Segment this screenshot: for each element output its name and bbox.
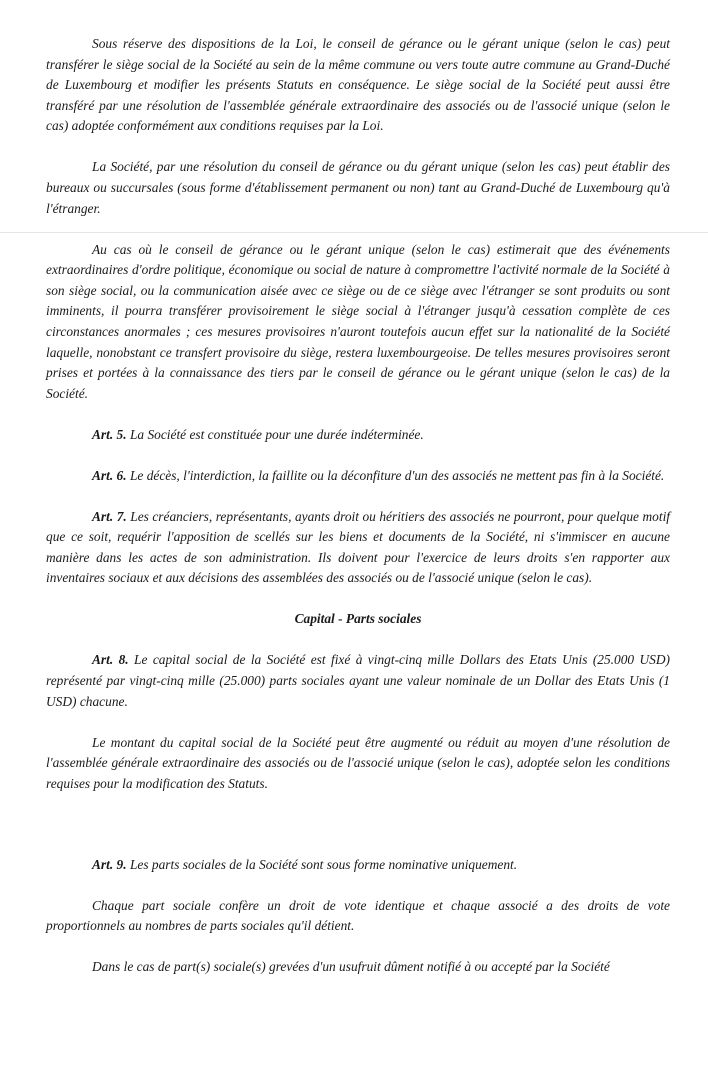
paragraph-extraordinary-events: Au cas où le conseil de gérance ou le gérant unique (selon le cas) estimerait que des événements extraordinaires d'ordre politique, économique ou social de nature à compromettre l'activité normale de la Société à son siège social, ou la communication aisée avec ce siège ou de ce siège avec l'étranger se sont produits ou sont imminents, il pourra transférer provisoirement le siège social à l'étranger jusqu'à cessation complète de ces circonstances anormales ; ces mesures provisoires n'auront toutefois aucun effet sur la nationalité de la Société laquelle, nonobstant ce transfert provisoire du siège, restera luxembourgeoise. De telles mesures provisoires seront prises et portées à la connaissance des tiers par le conseil de gérance ou le gérant unique (selon le cas) de la Société. [46,241,670,401]
article-6 [46,466,670,487]
article-6-label: Art. 6. [92,467,127,483]
paragraph-registered-office-transfer: Sous réserve des dispositions de la Loi, le conseil de gérance ou le gérant unique (selon le cas) peut transférer le siège social de la Société au sein de la même commune ou vers toute autre commune au Grand-Duché de Luxembourg et modifier les présents Statuts en conséquence. Le siège social de la Société peut aussi être transféré par une résolution de l'assemblée générale extraordinaire des associés ou de l'associé unique (selon le cas) adoptée conformément aux conditions requises par la Loi. [46,36,670,134]
article-9-paragraph-3: Dans le cas de part(s) sociale(s) grevées d'un usufruit dûment notifié à ou accepté par la Société [92,959,610,975]
article-9-text: Les parts sociales de la Société sont sous forme nominative uniquement. [126,856,518,872]
article-7-label: Art. 7. [92,508,127,524]
paragraph-branches: La Société, par une résolution du conseil de gérance ou du gérant unique (selon les cas) peut établir des bureaux ou succursales (sous forme d'établissement permanent ou non) tant au Grand-Duché de Luxembourg qu'à l'étranger. [46,159,670,216]
article-7 [46,507,670,589]
article-5-text: La Société est constituée pour une durée indéterminée. [126,426,424,442]
article-7-text: Les créanciers, représentants, ayants droit ou héritiers des associés ne pourront, pour quelque motif que ce soit, requérir l'apposition de scellés sur les biens et documents de la Société, ni s'immiscer en aucune manière dans les actes de son administration. Ils doivent pour l'exercice de leurs droits s'en rapporter aux inventaires sociaux et aux décisions des assemblées des associés ou de l'associé unique (selon le cas). [46,508,671,586]
document-page [46,34,670,998]
article-9-paragraph-2: Chaque part sociale confère un droit de vote identique et chaque associé a des droits de vote proportionnels au nombres de parts sociales qu'il détient. [46,897,670,934]
blank-gap [46,815,670,855]
article-8-paragraph-2: Le montant du capital social de la Société peut être augmenté ou réduit au moyen d'une résolution de l'assemblée générale extraordinaire des associés ou de l'associé unique (selon le cas), adoptée selon les conditions requises pour la modification des Statuts. [46,734,670,791]
article-9-label: Art. 9. [92,856,127,872]
article-8 [46,650,670,712]
article-5-label: Art. 5. [92,426,127,442]
article-9 [46,855,670,876]
article-8-label: Art. 8. [92,652,129,668]
article-5 [46,425,670,446]
article-6-text: Le décès, l'interdiction, la faillite ou la déconfiture d'un des associés ne mettent pas fin à la Société. [126,467,665,483]
article-8-text: Le capital social de la Société est fixé à vingt-cinq mille Dollars des Etats Unis (25.000 USD) représenté par vingt-cinq mille (25.000) parts sociales ayant une valeur nominale de un Dollar des Etats Unis (1 USD) chacune. [46,652,670,709]
section-title-capital: Capital - Parts sociales [294,611,422,627]
